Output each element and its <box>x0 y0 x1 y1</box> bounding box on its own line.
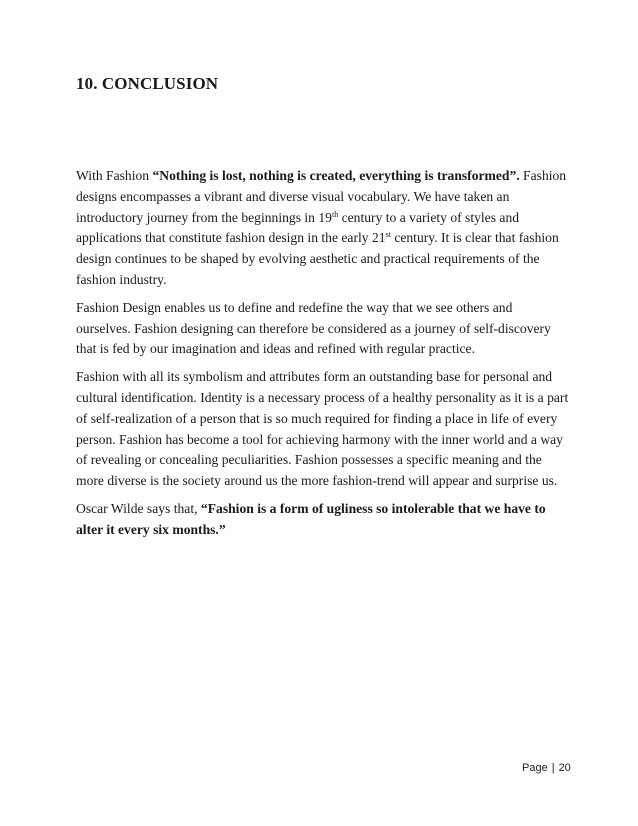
paragraph-3: Fashion with all its symbolism and attributes form an outstanding base for personal and cultural identification. Identity is a necessary process of a healthy personality as it is a part of self-realization of a person that is so much required for finding a place in life of every person. Fashion has become a tool for achieving harmony with the inner world and a way of revealing or concealing peculiarities. Fashion possesses a specific meaning and the more diverse is the society around us the more fashion-trend will appear and surprise us. <box>76 369 569 489</box>
p1-text-a: Fashion designs encompasses a vibrant and diverse visual vocabulary. We have taken an introductory journey from the beginnings in 19 <box>76 168 567 225</box>
p1-text-b: century to a variety of styles and applications that constitute fashion design in the early 21 <box>76 209 520 246</box>
page-label: Page <box>522 762 548 774</box>
p1-superscript-st: st <box>385 230 391 240</box>
section-heading: 10. CONCLUSION <box>76 74 219 93</box>
paragraph-4 <box>76 499 570 541</box>
p1-superscript-th: th <box>331 209 339 219</box>
paragraph-1 <box>76 166 570 291</box>
p4-quote: “Fashion is a form of ugliness so intolerable that we have to alter it every six months.” <box>76 500 546 537</box>
page-number: 20 <box>558 762 571 774</box>
p1-intro: With Fashion <box>76 168 153 183</box>
paragraph-2: Fashion Design enables us to define and redefine the way that we see others and ourselves. Fashion designing can therefore be considered as a journey of self-discovery that is fed by our imagination and ideas and refined with regular practice. <box>76 299 551 357</box>
body-text <box>76 166 570 548</box>
page-separator: | <box>551 762 555 774</box>
page-footer <box>522 762 571 774</box>
p1-text-c: century. It is clear that fashion design continues to be shaped by evolving aesthetic and practical requirements of the fashion industry. <box>76 230 559 287</box>
p1-quote: “Nothing is lost, nothing is created, everything is transformed”. <box>152 168 520 183</box>
p4-intro: Oscar Wilde says that, <box>76 500 201 516</box>
